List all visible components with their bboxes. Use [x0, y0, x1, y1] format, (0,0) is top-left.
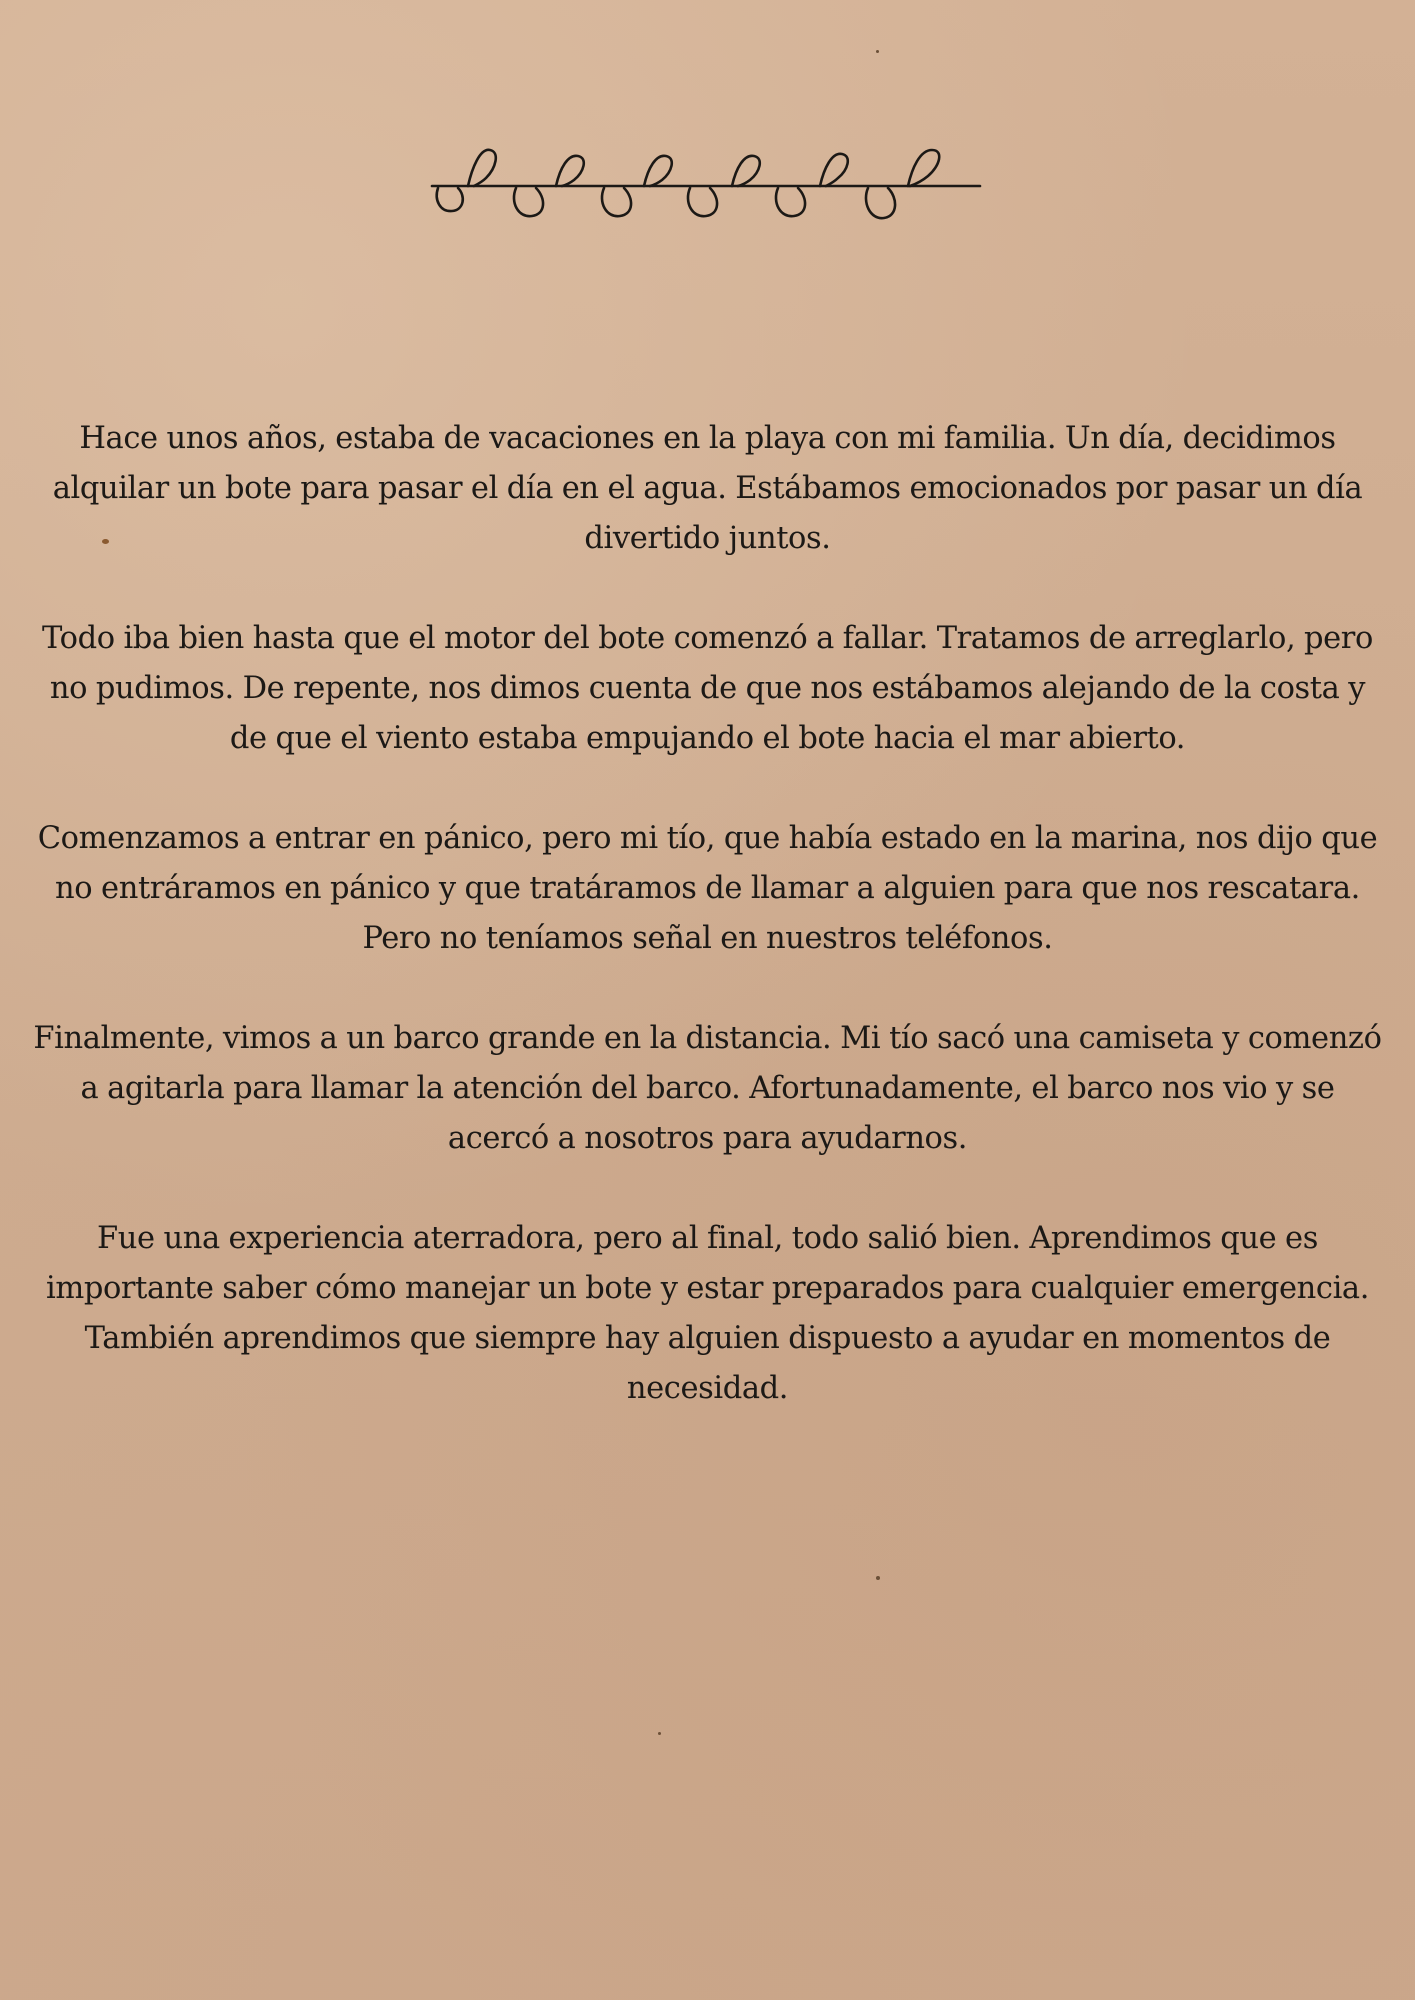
vine-flourish-icon	[428, 138, 988, 228]
paragraph-1: Hace unos años, estaba de vacaciones en la playa con mi familia. Un día, decidimos alquilar un bote para pasar el día en el agua. Estábamos emocionados por pasar un día divertido juntos.	[52, 421, 1363, 556]
story-text	[30, 414, 1385, 1464]
paper-speck	[876, 50, 879, 53]
paper-speck	[876, 1576, 880, 1580]
paper-speck	[658, 1732, 661, 1735]
paragraph-4: Finalmente, vimos a un barco grande en la distancia. Mi tío sacó una camiseta y comenzó a agitarla para llamar la atención del barco. Afortunadamente, el barco nos vio y se acercó a nosotros para ayudarnos.	[33, 1021, 1382, 1156]
paragraph-2: Todo iba bien hasta que el motor del bote comenzó a fallar. Tratamos de arreglarlo, pero no pudimos. De repente, nos dimos cuenta de que nos estábamos alejando de la costa y de que el viento estaba empujando el bote hacia el mar abierto.	[42, 621, 1373, 756]
paragraph-3: Comenzamos a entrar en pánico, pero mi tío, que había estado en la marina, nos dijo que no entráramos en pánico y que tratáramos de llamar a alguien para que nos rescatara. Pero no teníamos señal en nuestros teléfonos.	[37, 821, 1378, 956]
paragraph-5: Fue una experiencia aterradora, pero al final, todo salió bien. Aprendimos que es importante saber cómo manejar un bote y estar preparados para cualquier emergencia. También aprendimos que siempre hay alguien dispuesto a ayudar en momentos de necesidad.	[45, 1221, 1370, 1406]
